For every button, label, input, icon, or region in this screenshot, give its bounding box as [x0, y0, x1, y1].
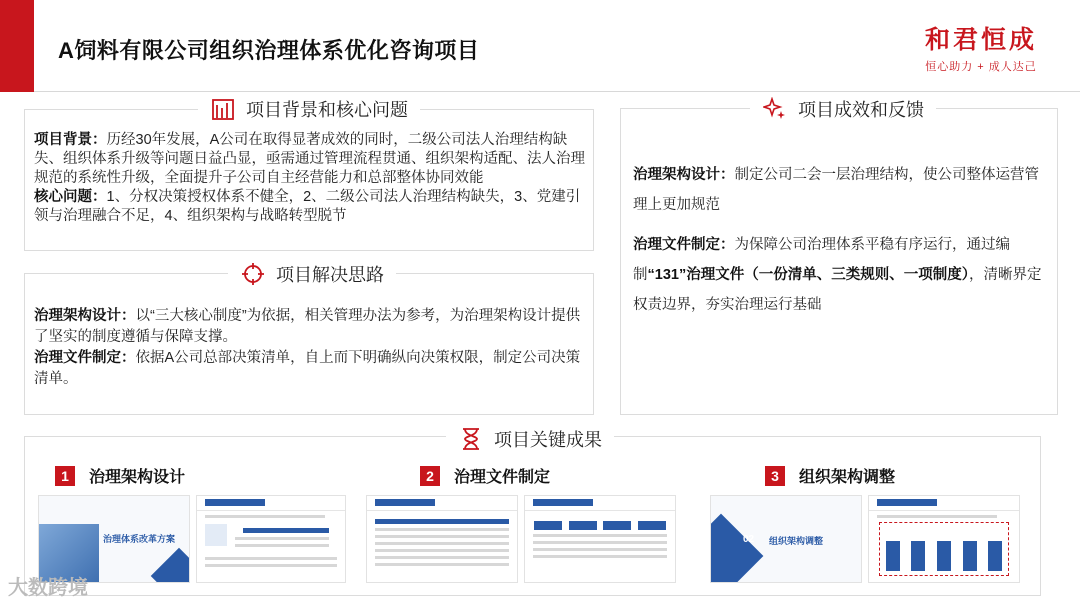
- sparkle-icon: [762, 96, 788, 122]
- result-label-1: 治理架构设计: [89, 469, 186, 486]
- result-number-1: 1: [55, 466, 75, 486]
- background-text: [34, 131, 590, 226]
- approach-structure-content: 以“三大核心制度”为依据，相关管理办法为参考，为治理架构设计提供了坚实的制度遵循与保障支撑。: [34, 308, 581, 345]
- logo-main-text: 和君恒成: [924, 25, 1037, 54]
- result-item-1: [55, 464, 185, 487]
- blue-diamond-decor: [710, 514, 763, 583]
- result-item-3: [765, 464, 895, 487]
- core-issues-content: 1、分权决策授权体系不健全，2、二级公司法人治理结构缺失，3、党建引领与治理融合不足，4、组织架构与战略转型脱节: [34, 189, 581, 224]
- thumbnail-org-chart: [868, 495, 1020, 583]
- page-title: A饲料有限公司组织治理体系优化咨询项目: [58, 38, 480, 63]
- effects-panel-title: 项目成效和反馈: [798, 100, 924, 120]
- approach-text: [34, 306, 590, 390]
- results-panel-title: 项目关键成果: [494, 430, 602, 450]
- logo-tagline: 恒心助力 + 成人达己: [925, 61, 1037, 73]
- results-panel-header: [446, 425, 614, 453]
- thumbnail-document-flow: [524, 495, 676, 583]
- approach-docs-label: 治理文件制定：: [34, 350, 136, 366]
- hourglass-icon: [458, 426, 484, 452]
- effects-docs-label: 治理文件制定：: [633, 237, 735, 253]
- core-issues-label: 核心问题：: [34, 189, 107, 205]
- background-panel-header: [198, 95, 420, 123]
- blue-triangle-decor: [151, 548, 190, 583]
- effects-docs-content-b: ，清晰界定权责边界，夯实治理运行基础: [633, 267, 1042, 313]
- thumbnail-document-table: [366, 495, 518, 583]
- background-content: 历经30年发展，A公司在取得显著成效的同时，二级公司法人治理结构缺失、组织体系升级等问题日益凸显，亟需通过管理流程贯通、组织架构适配、法人治理规范的系统性升级，全面提升子公司自主经营能力和总部整体协同效能: [34, 132, 585, 186]
- title-divider: [34, 91, 1080, 92]
- effects-structure-content: 制定公司二会一层治理结构，使公司整体运营管理上更加规范: [633, 167, 1039, 213]
- approach-panel-header: [228, 260, 396, 288]
- effects-structure-label: 治理架构设计：: [633, 167, 735, 183]
- thumbnail-governance-diagram: [196, 495, 346, 583]
- result-label-3: 组织架构调整: [799, 469, 896, 486]
- result-item-2: [420, 464, 550, 487]
- effects-panel-header: [750, 95, 936, 123]
- thumbnail-plan-title: 治理体系改革方案: [103, 534, 176, 544]
- approach-structure-label: 治理架构设计：: [34, 308, 136, 324]
- watermark: 大数跨境: [8, 577, 88, 599]
- approach-docs-content: 依据A公司总部决策清单，自上而下明确纵向决策权限，制定公司决策清单。: [34, 350, 581, 387]
- result-label-2: 治理文件制定: [454, 469, 551, 486]
- thumbnail-org-title: 组织架构调整: [769, 536, 824, 546]
- background-label: 项目背景：: [34, 132, 107, 148]
- accent-bar: [0, 0, 34, 92]
- effects-docs-highlight: “131”治理文件（一份清单、三类规则、一项制度）: [647, 267, 969, 283]
- background-panel-title: 项目背景和核心问题: [246, 100, 408, 120]
- company-logo: [906, 20, 1056, 74]
- thumbnail-org-section: [710, 495, 862, 583]
- effects-docs-content-a: 为保障公司治理体系平稳有序运行，通过编制: [633, 237, 1010, 283]
- target-icon: [240, 261, 266, 287]
- effects-text: [633, 160, 1051, 330]
- building-icon: [210, 96, 236, 122]
- result-number-3: 3: [765, 466, 785, 486]
- result-number-2: 2: [420, 466, 440, 486]
- approach-panel-title: 项目解决思路: [276, 265, 384, 285]
- thumbnail-section-number: 02: [743, 534, 755, 545]
- thumbnail-governance-plan: [38, 495, 190, 583]
